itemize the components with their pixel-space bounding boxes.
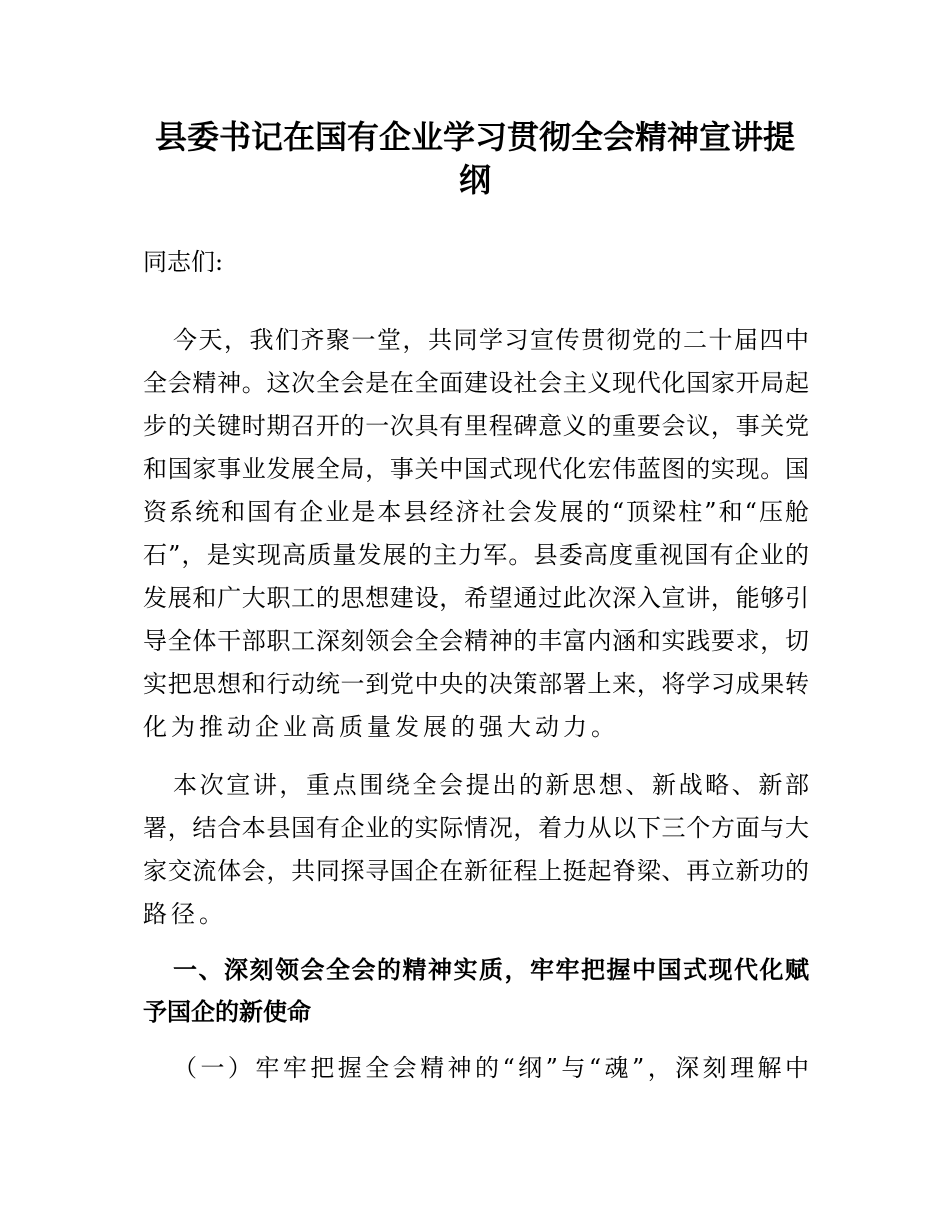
paragraph-line: 发展和广大职工的思想建设，希望通过此次深入宣讲，能够引 (143, 584, 809, 612)
paragraph-line: 家交流体会，共同探寻国企在新征程上挺起脊梁、再立新功的 (143, 857, 809, 885)
paragraph-line: 本次宣讲，重点围绕全会提出的新思想、新战略、新部 (173, 771, 809, 799)
heading-line: 一、深刻领会全会的精神实质，牢牢把握中国式现代化赋 (173, 956, 809, 984)
subheading-1: （一）牢牢把握全会精神的“纲”与“魂”，深刻理解中 (173, 1054, 809, 1082)
paragraph-line: 资系统和国有企业是本县经济社会发展的“顶梁柱”和“压舱 (143, 498, 809, 526)
document-title-line-2: 纲 (458, 161, 491, 199)
paragraph-line: 全会精神。这次全会是在全面建设社会主义现代化国家开局起 (143, 369, 809, 397)
paragraph-line: 署，结合本县国有企业的实际情况，着力从以下三个方面与大 (143, 814, 809, 842)
document-title-line-1: 县委书记在国有企业学习贯彻全会精神宣讲提 (154, 118, 795, 156)
paragraph-line: 今天，我们齐聚一堂，共同学习宣传贯彻党的二十届四中 (173, 326, 809, 354)
paragraph-line: 路径。 (143, 900, 227, 928)
paragraph-line: 导全体干部职工深刻领会全会精神的丰富内涵和实践要求，切 (143, 627, 809, 655)
paragraph-line: 石”，是实现高质量发展的主力军。县委高度重视国有企业的 (143, 541, 809, 569)
salutation: 同志们: (143, 248, 224, 276)
paragraph-line: 步的关键时期召开的一次具有里程碑意义的重要会议，事关党 (143, 412, 809, 440)
heading-line: 予国企的新使命 (143, 998, 311, 1026)
paragraph-line: 实把思想和行动统一到党中央的决策部署上来，将学习成果转 (143, 670, 809, 698)
paragraph-line: 化为推动企业高质量发展的强大动力。 (143, 713, 619, 741)
paragraph-line: 和国家事业发展全局，事关中国式现代化宏伟蓝图的实现。国 (143, 455, 809, 483)
